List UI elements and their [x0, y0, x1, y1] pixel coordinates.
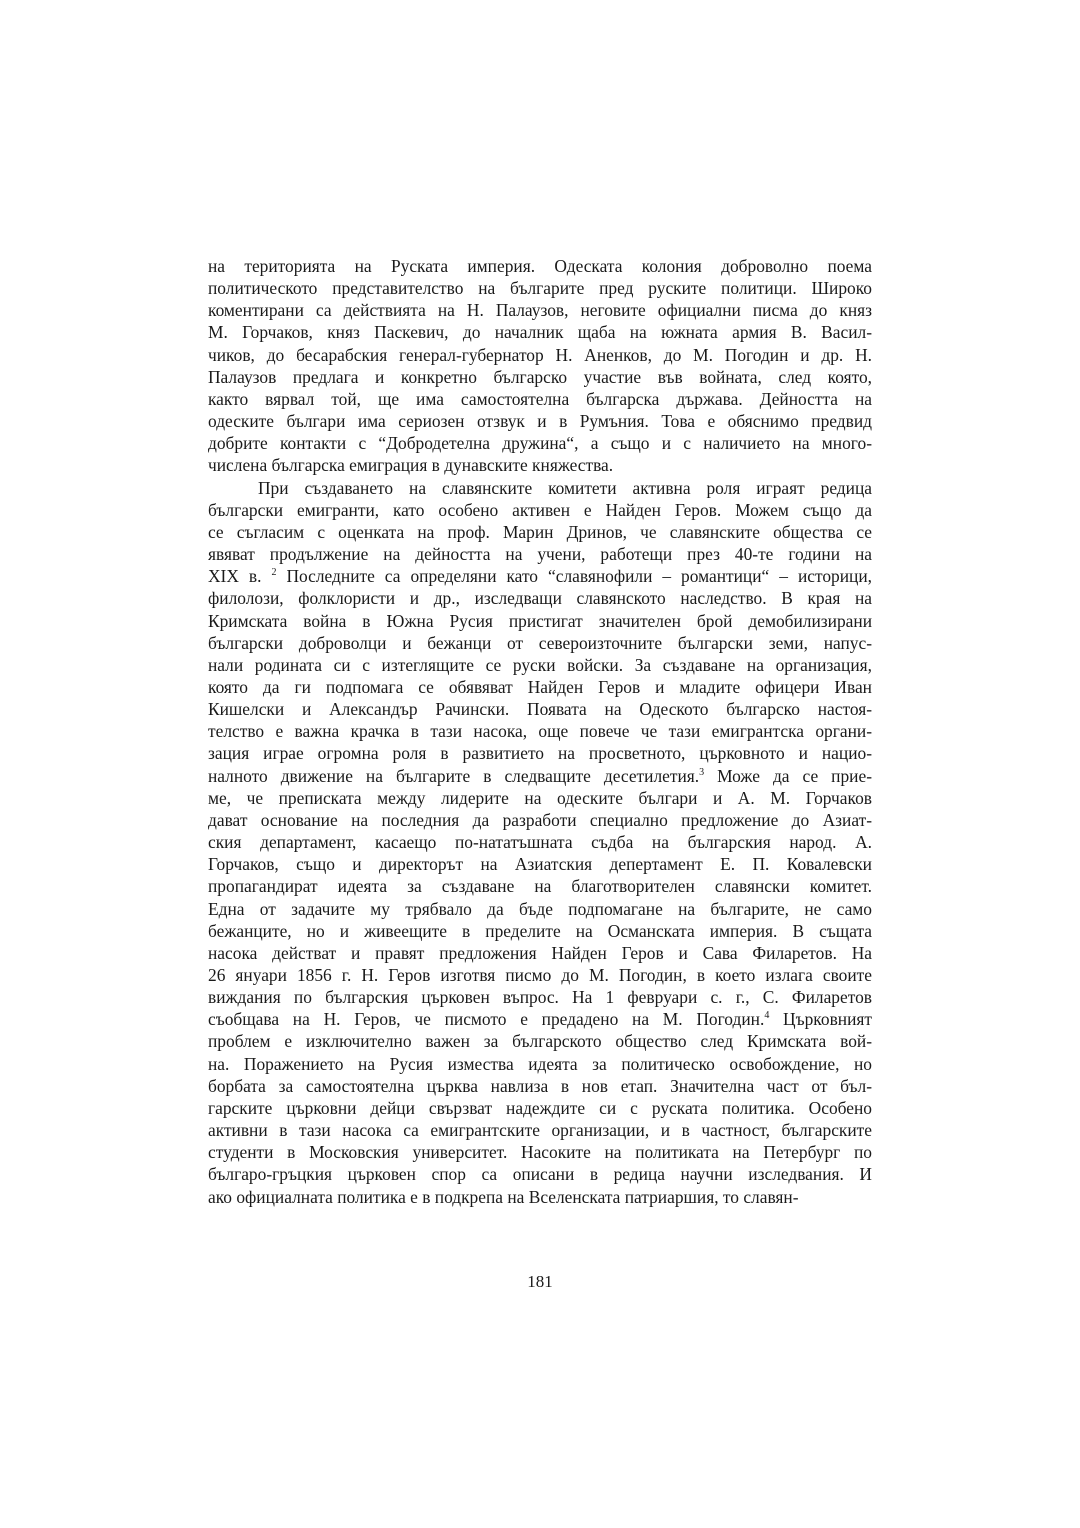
text-line: числена българска емиграция в дунавските княжества. — [208, 455, 614, 476]
text-line: Горчаков, също и директорът на Азиатския депертамент Е. П. Ковалевски — [208, 854, 872, 875]
text-line: която да ги подпомага се обявяват Найден Геров и младите офицери Иван — [208, 676, 872, 697]
footnote-marker[interactable]: 3 — [699, 766, 705, 778]
text-line: борбата за самостоятелна църква навлиза в нов етап. Значителна част от бъл- — [208, 1075, 872, 1096]
text-line: насока действат и правят предложения Найден Геров и Сава Филаретов. На — [208, 942, 872, 963]
text-line: Кишелски и Александър Рачински. Появата на Одеското българско настоя- — [208, 699, 872, 720]
text-line: бежанците, но и живеещите в пределите на Османската империя. В същата — [208, 920, 872, 941]
text-line: студенти в Московския университет. Насоките на политиката на Петербург по — [208, 1142, 872, 1163]
text-line: дават основание на последния да разработи специално предложение до Азиат- — [208, 809, 872, 830]
paragraph — [208, 477, 872, 1208]
text-line: политическото представителство на българите пред руските политици. Широко — [208, 278, 872, 299]
text-line: добрите контакти с “Добродетелна дружина“, а също и с наличието на много- — [208, 433, 872, 454]
text-line: налното движение на българите в следващите десетилетия.$^3$ Може да се прие- — [208, 765, 872, 786]
text-line: одеските българи има сериозен отзвук и в Румъния. Това е обяснимо предвид — [208, 411, 872, 432]
text-line: М. Горчаков, княз Паскевич, до началник щаба на южната армия В. Васил- — [208, 322, 872, 343]
text-line: явяват продължение на дейността на учени, работещи през 40-те години на — [208, 544, 872, 565]
text-line: български емигранти, като особено активен е Найден Геров. Можем също да — [208, 499, 872, 520]
paragraph — [208, 255, 872, 477]
text-line: българо-гръцкия църковен спор са описани в редица научни изследвания. И — [208, 1164, 872, 1185]
text-column — [208, 255, 872, 1208]
footnote-marker[interactable]: 2 — [271, 567, 277, 579]
text-line: както вярвал той, ще има самостоятелна българска държава. Дейността на — [208, 388, 872, 409]
text-line: 26 януари 1856 г. Н. Геров изготвя писмо до М. Погодин, в което излага своите — [208, 965, 872, 985]
text-line: на територията на Руската империя. Одеската колония доброволно поема — [208, 256, 872, 276]
text-line: ако официалната политика е в подкрепа на Вселенската патриаршия, то славян- — [208, 1186, 799, 1207]
text-line: чиков, до бесарабския генерал-губернатор Н. Аненков, до М. Погодин и др. Н. — [208, 344, 872, 365]
text-line: ския департамент, касаещо по-нататъшната съдба на българския народ. А. — [208, 832, 872, 853]
text-line: нали родината си с изтеглящите се руски войски. За създаване на организация, — [208, 654, 872, 675]
text-line: ме, че преписката между лидерите на одеските българи и А. М. Горчаков — [208, 787, 872, 808]
page-number: 181 — [527, 1272, 553, 1291]
text-line: съобщава на Н. Геров, че писмото е предадено на М. Погодин.$^4$ Църковният — [208, 1009, 872, 1030]
text-line: виждания по българския църковен въпрос. На 1 февруари с. г., С. Филаретов — [208, 987, 872, 1008]
text-line: Кримската война в Южна Русия пристигат значителен брой демобилизирани — [208, 610, 872, 631]
text-line: български доброволци и бежанци от североизточните български земи, напус- — [208, 632, 872, 653]
text-line: проблем е изключително важен за българското общество след Кримската вой- — [208, 1031, 872, 1052]
text-line: коментирани са действията на Н. Палаузов, неговите официални писма до княз — [208, 300, 872, 321]
text-line: телство е важна крачка в тази насока, още повече че тази емигрантска органи- — [208, 721, 872, 742]
text-line: При създаването на славянските комитети активна роля играят редица — [258, 477, 872, 498]
footnote-marker[interactable]: 4 — [764, 1010, 770, 1022]
text-line: на. Поражението на Русия измества идеята за политическо освобождение, но — [208, 1053, 872, 1074]
text-line: Палаузов предлага и конкретно българско участие във войната, след която, — [208, 366, 872, 387]
text-line: Една от задачите му трябвало да бъде подпомагане на българите, не само — [208, 898, 872, 919]
text-line: зация играе огромна роля в развитието на просветното, църковното и нацио- — [208, 743, 872, 764]
page-body — [208, 255, 872, 1208]
text-line: се съгласим с оценката на проф. Марин Дринов, че славянските общества се — [208, 521, 872, 542]
text-line: филолози, фолклористи и др., изследващи славянското наследство. В края на — [208, 588, 872, 609]
text-line: гарските църковни дейци свързват надеждите си с руската политика. Особено — [208, 1097, 872, 1118]
text-line: активни в тази насока са емигрантските организации, и в частност, българските — [208, 1120, 872, 1141]
text-line: XIX в. $^2$ Последните са определяни като “славянофили – романтици“ – историци, — [208, 566, 873, 587]
text-line: пропагандират идеята за създаване на благотворителен славянски комитет. — [208, 876, 872, 897]
